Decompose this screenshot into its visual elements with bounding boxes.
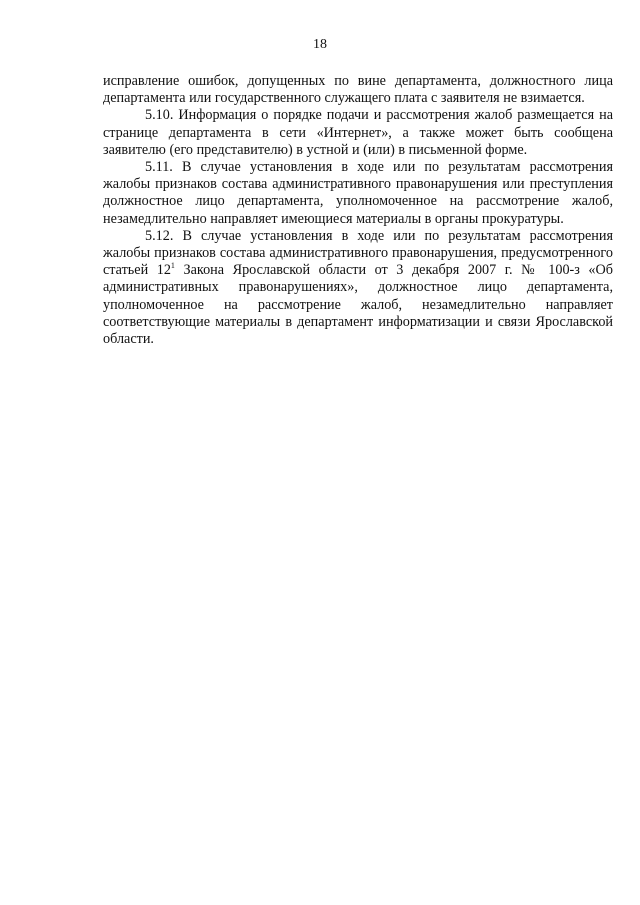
paragraph-5-12-text-start: 5.12. В случае установления в ходе или по результатам рассмотрения жалобы признаков состава административного правонарушения, предусмотренного статьей 12 <box>103 227 613 279</box>
paragraph-5-11: 5.11. В случае установления в ходе или по результатам рассмотрения жалобы признаков состава административного правонарушения или преступления должностное лицо департамента, уполномоченное на рассмотрение жалоб, незамедлительно направляет имеющиеся материалы в органы прокуратуры. <box>103 159 613 227</box>
paragraph-5-10: 5.10. Информация о порядке подачи и рассмотрения жалоб размещается на странице департамента в сети «Интернет», а также может быть сообщена заявителю (его представителю) в устной и (или) в письменной форме. <box>103 107 613 158</box>
paragraph-continuation: исправление ошибок, допущенных по вине департамента, должностного лица департамента или государственного служащего плата с заявителя не взимается. <box>103 73 613 107</box>
document-body <box>103 73 613 348</box>
paragraph-5-12-text-end: Закона Ярославской области от 3 декабря 2007 г. № 100-з «Об административных правонарушениях», должностное лицо департамента, уполномоченное на рассмотрение жалоб, незамедлительно направляет соответствующие материалы в департамент информатизации и связи Ярославской области. <box>103 262 613 348</box>
paragraph-5-12 <box>103 228 613 348</box>
page-number: 18 <box>313 37 327 52</box>
article-superscript: 1 <box>170 261 175 271</box>
